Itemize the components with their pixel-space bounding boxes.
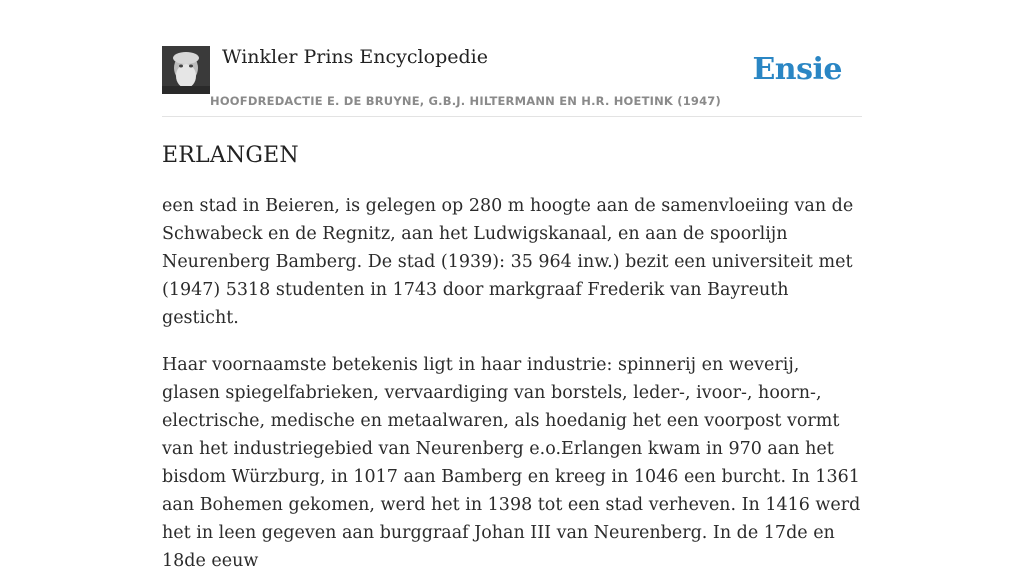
publication-header [162, 46, 862, 117]
publication-title[interactable]: Winkler Prins Encyclopedie [222, 46, 488, 68]
entry-title: ERLANGEN [162, 143, 299, 168]
entry-paragraph: een stad in Beieren, is gelegen op 280 m hoogte aan de samenvloeiing van de Schwabeck en de Regnitz, aan het Ludwigskanaal, en aan de spoorlijn Neurenberg Bamberg. De stad (1939): 35 964 inw.) bezit een universiteit met (1947) 5318 studenten in 1743 door markgraaf Frederik van Bayreuth gesticht. [162, 196, 854, 328]
brand-logo[interactable]: Ensie [752, 52, 842, 87]
portrait-icon[interactable] [162, 46, 210, 94]
entry-paragraph: Haar voornaamste betekenis ligt in haar industrie: spinnerij en weverij, glasen spiegelfabrieken, vervaardiging van borstels, leder-, ivoor-, hoorn-, electrische, medische en metaalwaren, als hoedanig het een voorpost vormt van het industriegebied van Neurenberg e.o.Erlangen kwam in 970 aan het bisdom Würzburg, in 1017 aan Bamberg en kreeg in 1046 een burcht. In 1361 aan Bohemen gekomen, werd het in 1398 tot een stad verheven. In 1416 werd het in leen gegeven aan burggraaf Johan III van Neurenberg. In de 17de en 18de eeuw [162, 355, 861, 571]
content-container [162, 46, 862, 575]
editors-subtitle: HOOFDREDACTIE E. DE BRUYNE, G.B.J. HILTERMANN EN H.R. HOETINK (1947) [210, 94, 721, 108]
